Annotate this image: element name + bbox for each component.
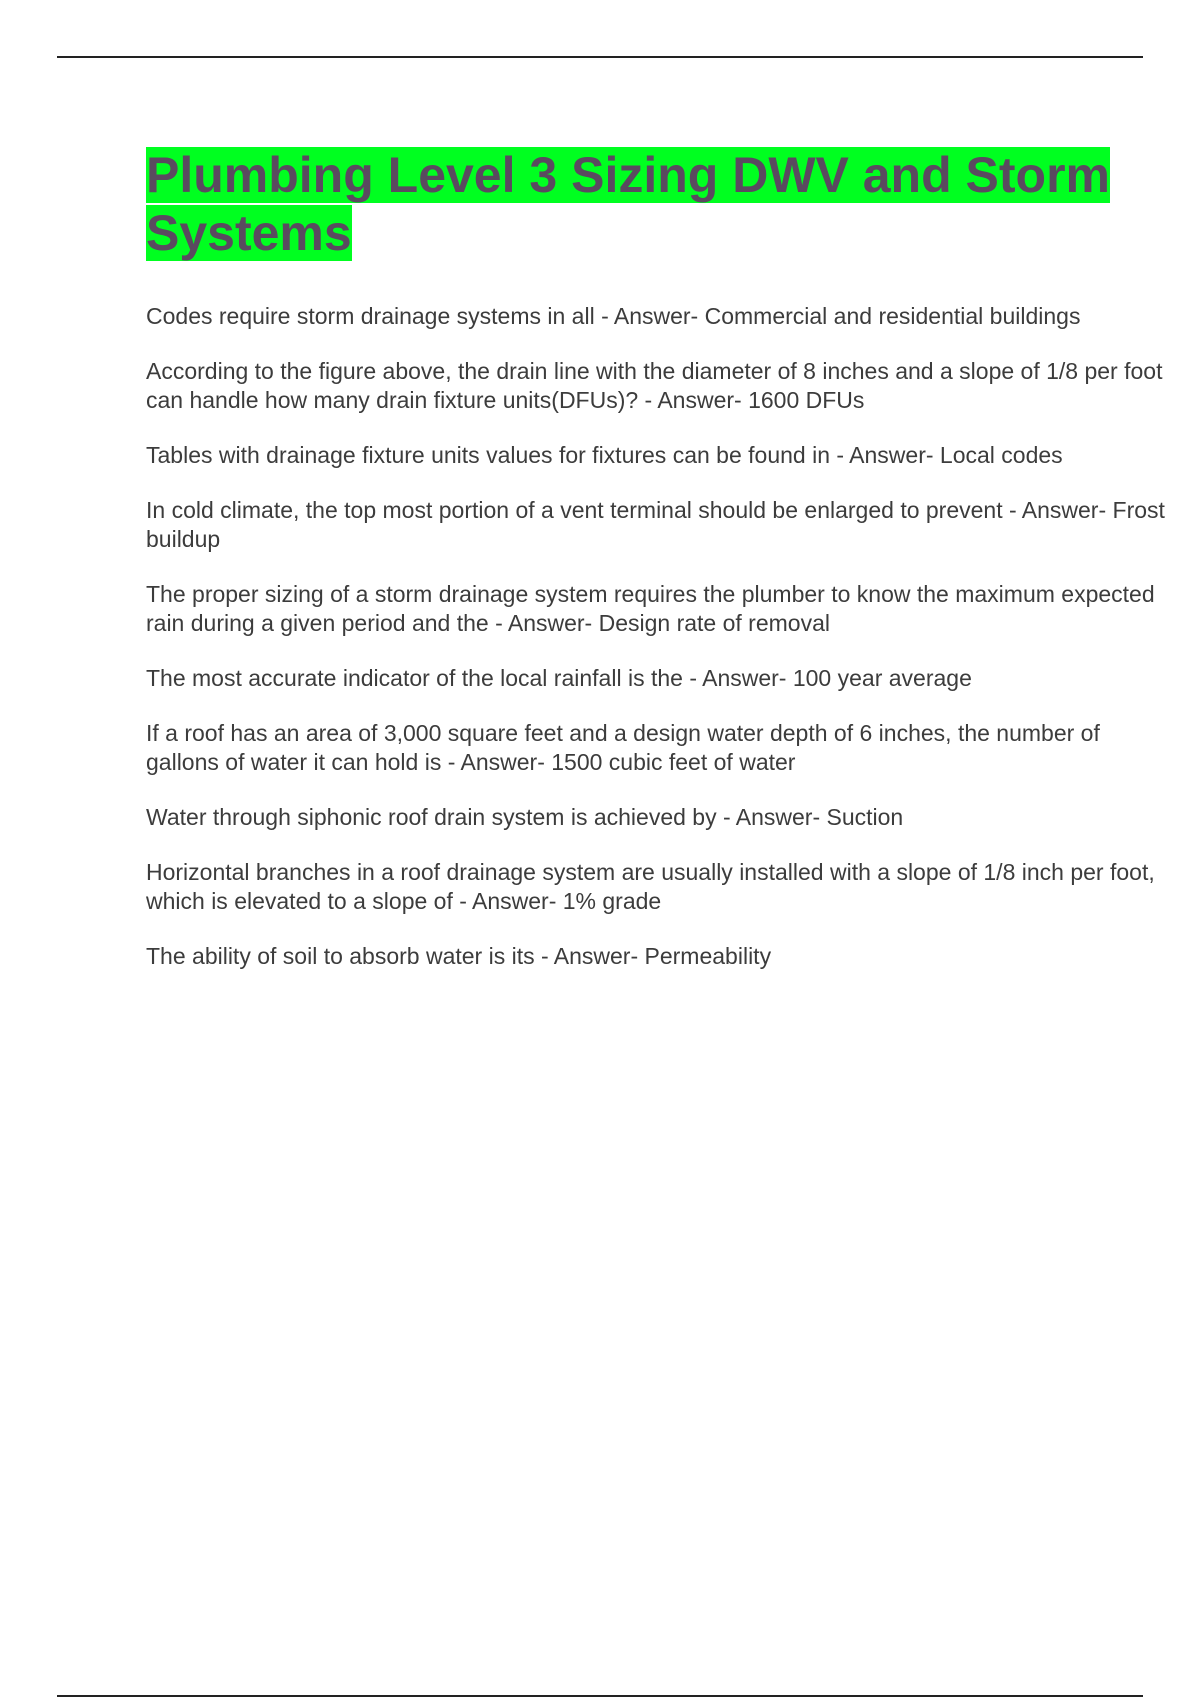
- qa-item: According to the figure above, the drain line with the diameter of 8 inches and a slope of 1/8 per foot can handle how many drain fixture units(DFUs)? - Answer- 1600 DFUs: [146, 358, 1163, 413]
- footer-rule: [57, 1695, 1143, 1697]
- header-rule: [57, 56, 1143, 58]
- qa-item: Codes require storm drainage systems in all - Answer- Commercial and residential buildings: [146, 303, 1081, 329]
- document-body: [146, 146, 1176, 997]
- qa-item: Horizontal branches in a roof drainage system are usually installed with a slope of 1/8 inch per foot, which is elevated to a slope of - Answer- 1% grade: [146, 859, 1155, 914]
- document-title: [146, 146, 1176, 262]
- qa-item: Tables with drainage fixture units values for fixtures can be found in - Answer- Local codes: [146, 442, 1063, 468]
- title-highlight: Plumbing Level 3 Sizing DWV and Storm Systems: [146, 147, 1110, 261]
- qa-item: Water through siphonic roof drain system is achieved by - Answer- Suction: [146, 804, 904, 830]
- qa-item: If a roof has an area of 3,000 square feet and a design water depth of 6 inches, the number of gallons of water it can hold is - Answer- 1500 cubic feet of water: [146, 720, 1100, 775]
- qa-item: The ability of soil to absorb water is its - Answer- Permeability: [146, 943, 772, 969]
- qa-item: In cold climate, the top most portion of a vent terminal should be enlarged to prevent - Answer- Frost buildup: [146, 497, 1165, 552]
- qa-list: [146, 302, 1176, 971]
- qa-item: The most accurate indicator of the local rainfall is the - Answer- 100 year average: [146, 665, 972, 691]
- qa-item: The proper sizing of a storm drainage system requires the plumber to know the maximum expected rain during a given period and the - Answer- Design rate of removal: [146, 581, 1155, 636]
